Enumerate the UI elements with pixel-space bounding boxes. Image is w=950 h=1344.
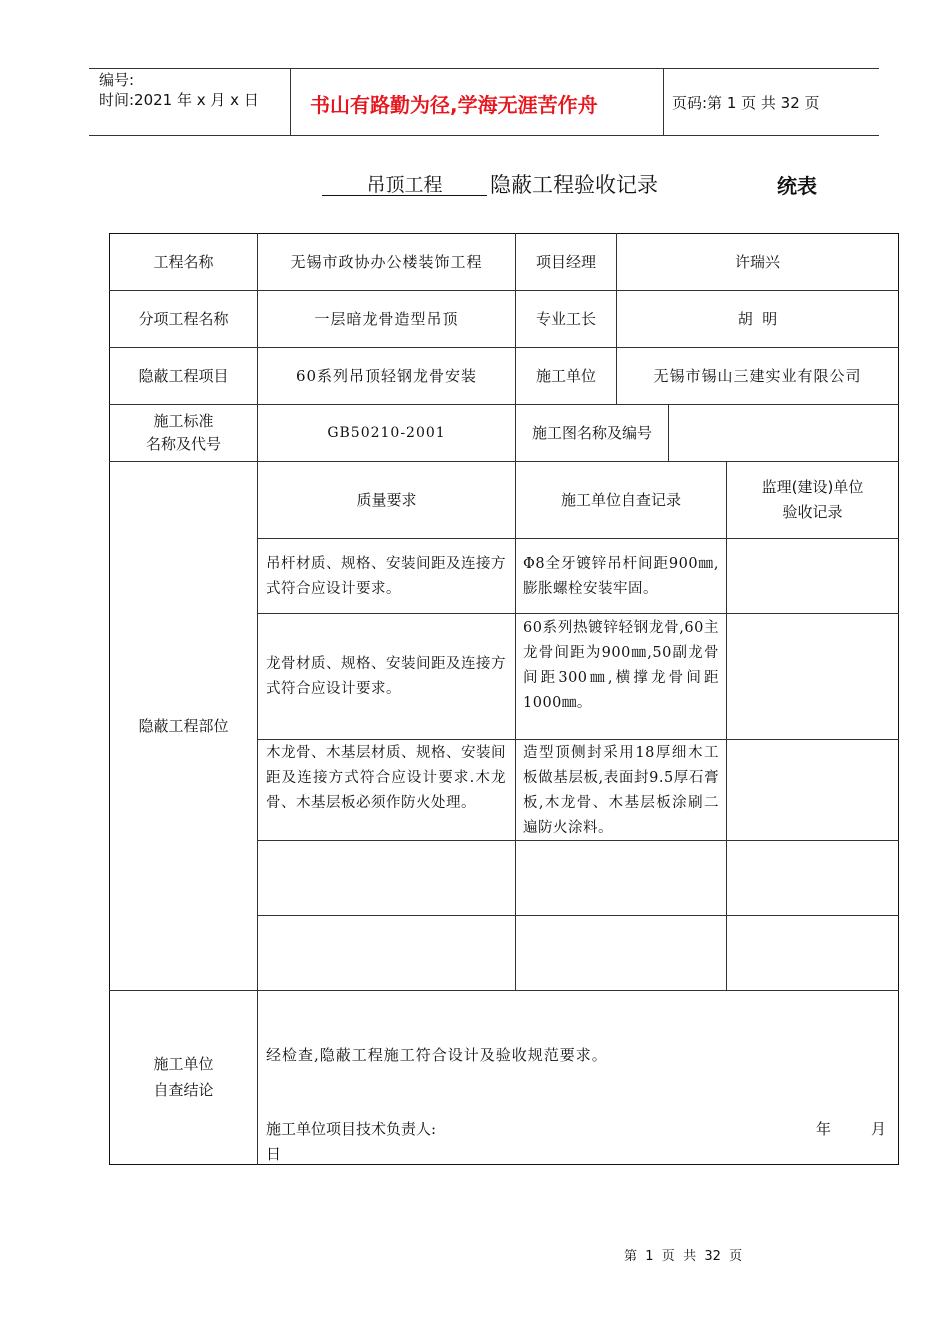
project-name-value: 无锡市政协办公楼装饰工程 [290, 253, 483, 271]
foreman-value: 胡 明 [737, 310, 778, 328]
standard-label-line1: 施工标准 [153, 412, 214, 430]
contractor-value: 无锡市锡山三建实业有限公司 [653, 367, 862, 385]
conclusion-label [110, 1045, 257, 1109]
drawing-value [669, 405, 898, 461]
col-supervisor-line1: 监理(建设)单位 [761, 478, 864, 496]
day-label: 日 [266, 1145, 282, 1163]
col-supervisor-line2: 验收记录 [782, 503, 843, 521]
footer-page-number: 第 1 页 共 32 页 [624, 1249, 743, 1264]
motto: 书山有路勤为径,学海无涯苦作舟 [310, 93, 598, 117]
manager-label: 项目经理 [535, 253, 596, 271]
requirement-1: 吊杆材质、规格、安装间距及连接方式符合应设计要求。 [266, 556, 506, 597]
time-label: 时间:2021 年 x 月 x 日 [99, 91, 259, 109]
table-rule [257, 538, 899, 539]
year-label: 年 [816, 1120, 832, 1138]
sub-project-label: 分项工程名称 [138, 310, 229, 328]
standard-label-line2: 名称及代号 [145, 435, 221, 453]
table-rule [257, 739, 899, 740]
requirement-2: 龙骨材质、规格、安装间距及连接方式符合应设计要求。 [266, 656, 506, 697]
serial-label: 编号: [99, 71, 135, 89]
col-supervisor-header [727, 462, 898, 538]
conclusion-text: 经检查,隐蔽工程施工符合设计及验收规范要求。 [266, 1046, 608, 1064]
drawing-label: 施工图名称及编号 [531, 424, 652, 442]
table-col-rule [726, 461, 727, 990]
page-title: 隐蔽工程验收记录 [490, 173, 658, 197]
project-name-label: 工程名称 [153, 253, 214, 271]
record-2: 60系列热镀锌轻钢龙骨,60主龙骨间距为900㎜,50副龙骨间距300㎜,横撑龙骨间距1000㎜。 [523, 620, 719, 711]
sub-project-value: 一层暗龙骨造型吊顶 [314, 310, 459, 328]
header-bottom-rule [89, 135, 879, 136]
conclusion-label-line2: 自查结论 [153, 1081, 214, 1099]
contractor-label: 施工单位 [535, 367, 596, 385]
col-quality-header: 质量要求 [356, 491, 417, 509]
manager-value: 许瑞兴 [734, 253, 780, 271]
table-rule [109, 990, 899, 991]
header-divider-left [290, 68, 291, 136]
standard-value: GB50210-2001 [327, 425, 446, 441]
foreman-label: 专业工长 [535, 310, 596, 328]
record-1: Φ8全牙镀锌吊杆间距900㎜,膨胀螺栓安装牢固。 [523, 556, 719, 597]
standard-label [110, 405, 257, 461]
month-label: 月 [871, 1120, 887, 1138]
table-rule [257, 613, 899, 614]
signer-label: 施工单位项目技术负责人: [266, 1120, 437, 1138]
record-3: 造型顶侧封采用18厚细木工板做基层板,表面封9.5厚石膏板,木龙骨、木基层板涂刷二遍防火涂料。 [523, 745, 719, 836]
col-self-check-header: 施工单位自查记录 [560, 491, 681, 509]
hidden-section-label: 隐蔽工程部位 [138, 717, 229, 735]
table-rule [257, 915, 899, 916]
hidden-item-value: 60系列吊顶轻钢龙骨安装 [295, 367, 478, 385]
project-type-title: 吊顶工程 [322, 172, 487, 196]
header-top-rule [89, 68, 879, 69]
title-suffix: 统表 [777, 174, 817, 198]
requirement-3: 木龙骨、木基层材质、规格、安装间距及连接方式符合应设计要求.木龙骨、木基层板必须作防火处理。 [266, 745, 506, 811]
hidden-item-label: 隐蔽工程项目 [138, 367, 229, 385]
conclusion-label-line1: 施工单位 [153, 1055, 214, 1073]
header-divider-right [663, 68, 664, 136]
page-info: 页码:第 1 页 共 32 页 [672, 94, 820, 112]
